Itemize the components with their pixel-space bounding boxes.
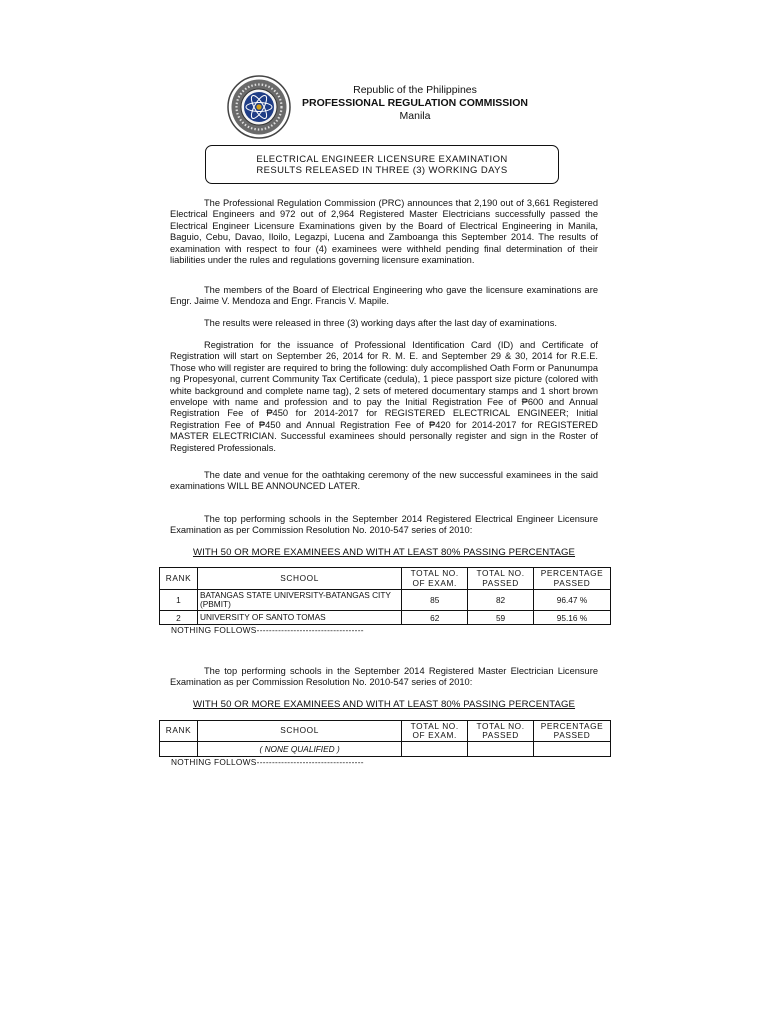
- rank-header: RANK: [160, 721, 198, 742]
- passed-cell: 82: [468, 590, 534, 611]
- paragraph-ree-top-schools: The top performing schools in the September 2014 Registered Electrical Engineer Licensure Examination as per Commission Resolution No. 2010-547 series of 2010:: [170, 514, 598, 536]
- table-row: [160, 742, 611, 757]
- total-cell: [402, 742, 468, 757]
- passed-cell: 59: [468, 611, 534, 625]
- school-cell: UNIVERSITY OF SANTO TOMAS: [197, 611, 401, 625]
- city-line: Manila: [399, 110, 431, 122]
- percentage-header: PERCENTAGE PASSED: [534, 721, 611, 742]
- paragraph-board-members: The members of the Board of Electrical Engineering who gave the licensure examinations are Engr. Jaime V. Mendoza and Engr. Francis V. Mapile.: [170, 285, 598, 307]
- title-line-1: ELECTRICAL ENGINEER LICENSURE EXAMINATION: [256, 154, 508, 165]
- total-passed-header: TOTAL NO. PASSED: [468, 721, 534, 742]
- commission-name: PROFESSIONAL REGULATION COMMISSION: [302, 97, 528, 109]
- percentage-cell: 95.16 %: [534, 611, 611, 625]
- rank-header: RANK: [160, 568, 198, 590]
- ree-top-schools-table: [159, 567, 611, 625]
- title-line-2: RESULTS RELEASED IN THREE (3) WORKING DAYS: [256, 165, 508, 176]
- rank-cell: 1: [160, 590, 198, 611]
- percentage-cell: [534, 742, 611, 757]
- table-row: [160, 590, 611, 611]
- total-cell: 62: [402, 611, 468, 625]
- table-row: [160, 611, 611, 625]
- paragraph-rme-top-schools: The top performing schools in the September 2014 Registered Master Electrician Licensure Examination as per Commission Resolution No. 2010-547 series of 2010:: [170, 666, 598, 688]
- percentage-cell: 96.47 %: [534, 590, 611, 611]
- percentage-header: PERCENTAGE PASSED: [534, 568, 611, 590]
- total-exam-header: TOTAL NO. OF EXAM.: [402, 568, 468, 590]
- rme-nothing-follows: NOTHING FOLLOWS-----------------------------------: [171, 757, 364, 767]
- rank-cell: [160, 742, 198, 757]
- total-exam-header: TOTAL NO. OF EXAM.: [402, 721, 468, 742]
- school-header: SCHOOL: [197, 721, 401, 742]
- school-header: SCHOOL: [197, 568, 401, 590]
- republic-line: Republic of the Philippines: [353, 84, 477, 96]
- passed-cell: [468, 742, 534, 757]
- letterhead: [290, 84, 540, 123]
- none-qualified-cell: ( NONE QUALIFIED ): [197, 742, 401, 757]
- school-cell: BATANGAS STATE UNIVERSITY-BATANGAS CITY (PBMIT): [197, 590, 401, 611]
- rme-criteria: WITH 50 OR MORE EXAMINEES AND WITH AT LEAST 80% PASSING PERCENTAGE: [192, 699, 576, 710]
- total-cell: 85: [402, 590, 468, 611]
- ree-nothing-follows: NOTHING FOLLOWS-----------------------------------: [171, 625, 364, 635]
- paragraph-registration: Registration for the issuance of Professional Identification Card (ID) and Certificate of Registration will start on September 26, 2014 for R. M. E. and September 29 & 30, 2014 for R.E.E. Those who will register are required to bring the following: duly accomplished Oath Form or Panunumpa ng Propesyonal, current Community Tax Certificate (cedula), 1 piece passport size picture (colored with white background and complete name tag), 2 sets of metered documentary stamps and 1 short brown envelope with name and profession and to pay the Initial Registration Fee of ₱600 and Annual Registration Fee of ₱450 for 2014-2017 for REGISTERED ELECTRICAL ENGINEER; Initial Registration Fee of ₱450 and Annual Registration Fee of ₱420 for 2014-2017 for REGISTERED MASTER ELECTRICIAN. Successful examinees should personally register and sign in the Roster of Registered Professionals.: [170, 340, 598, 453]
- table-header-row: [160, 568, 611, 590]
- ree-criteria: WITH 50 OR MORE EXAMINEES AND WITH AT LEAST 80% PASSING PERCENTAGE: [192, 547, 576, 558]
- paragraph-release-days: The results were released in three (3) working days after the last day of examinations.: [204, 318, 557, 328]
- rank-cell: 2: [160, 611, 198, 625]
- paragraph-oathtaking: The date and venue for the oathtaking ceremony of the new successful examinees in the said examinations WILL BE ANNOUNCED LATER.: [170, 470, 598, 492]
- rme-top-schools-table: [159, 720, 611, 757]
- total-passed-header: TOTAL NO. PASSED: [468, 568, 534, 590]
- paragraph-announcement: The Professional Regulation Commission (PRC) announces that 2,190 out of 3,661 Registered Electrical Engineers and 972 out of 2,964 Registered Master Electricians successfully passed the Electrical Engineer Licensure Examinations given by the Board of Electrical Engineering in Manila, Baguio, Cebu, Davao, Iloilo, Legazpi, Lucena and Zamboanga this September 2014. The results of examination with respect to four (4) examinees were withheld pending final determination of their liabilities under the rules and regulations governing licensure examination.: [170, 198, 598, 266]
- prc-seal-icon: [227, 75, 291, 139]
- release-title-box: [205, 145, 559, 184]
- table-header-row: [160, 721, 611, 742]
